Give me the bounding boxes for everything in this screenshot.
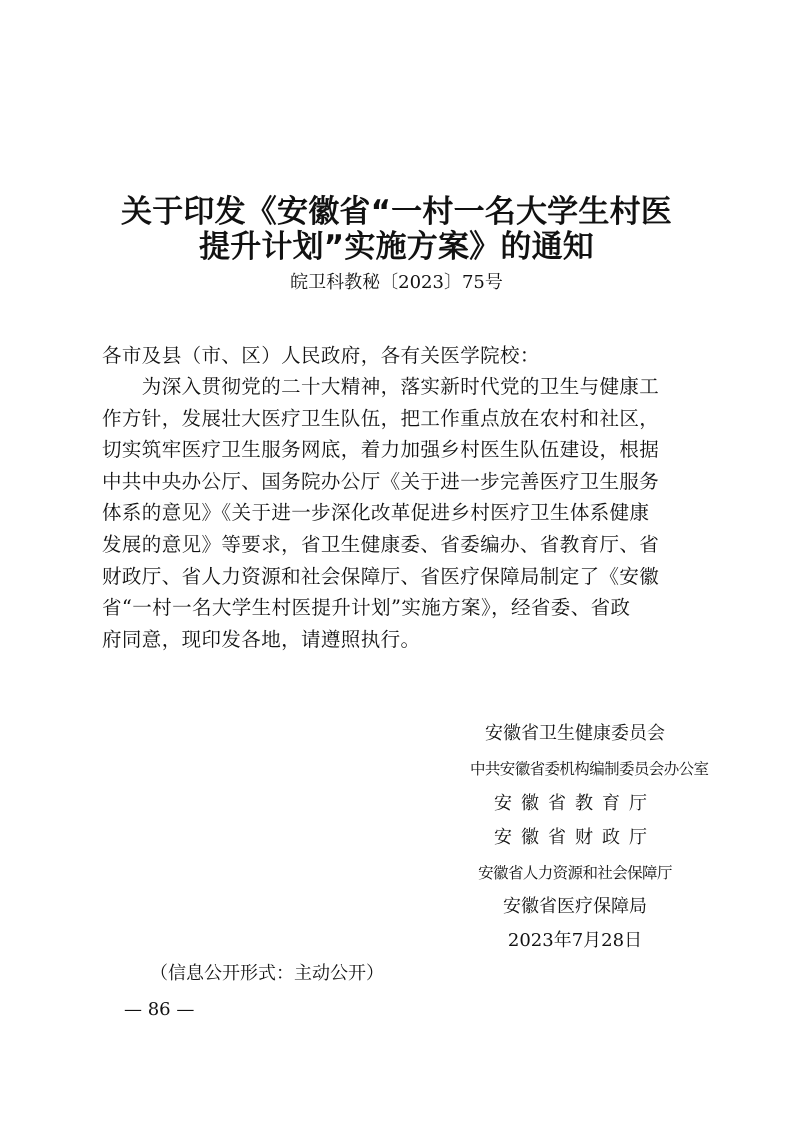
signatory-health-commission: 安徽省卫生健康委员会	[485, 723, 665, 744]
document-number: 皖卫科教秘〔2023〕75号	[290, 272, 503, 293]
signatory-staffing-office: 中共安徽省委机构编制委员会办公室	[470, 760, 709, 778]
body-line: 体系的意见》《关于进一步深化改革促进乡村医疗卫生体系健康	[102, 501, 650, 525]
signatory-finance-department: 安徽省财政厅	[494, 827, 656, 848]
body-line: 为深入贯彻党的二十大精神，落实新时代党的卫生与健康工	[102, 375, 660, 398]
body-line: 府同意，现印发各地，请遵照执行。	[102, 627, 421, 651]
body-line: 财政厅、省人力资源和社会保障厅、省医疗保障局制定了《安徽	[102, 564, 660, 588]
body-paragraph	[102, 371, 702, 655]
salutation: 各市及县（市、区）人民政府，各有关医学院校：	[102, 344, 540, 367]
disclosure-note: （信息公开形式：主动公开）	[150, 963, 384, 984]
body-line: 发展的意见》等要求，省卫生健康委、省委编办、省教育厅、省	[102, 532, 660, 556]
document-title-line-2: 提升计划”实施方案》的通知	[199, 229, 594, 265]
signatory-human-resources-department: 安徽省人力资源和社会保障厅	[478, 864, 672, 882]
issue-date: 2023年7月28日	[507, 930, 643, 951]
body-line: 切实筑牢医疗卫生服务网底，着力加强乡村医生队伍建设，根据	[102, 438, 660, 462]
body-line: 省“一村一名大学生村医提升计划”实施方案》，经省委、省政	[102, 596, 631, 620]
signatory-education-department: 安徽省教育厅	[494, 793, 656, 814]
body-line: 中共中央办公厅、国务院办公厅《关于进一步完善医疗卫生服务	[102, 469, 660, 493]
signatory-medical-security-bureau: 安徽省医疗保障局	[503, 896, 647, 917]
document-title-line-1: 关于印发《安徽省“一村一名大学生村医	[121, 194, 672, 230]
page-number: — 86 —	[124, 999, 195, 1020]
body-line: 作方针，发展壮大医疗卫生队伍，把工作重点放在农村和社区，	[102, 406, 660, 430]
